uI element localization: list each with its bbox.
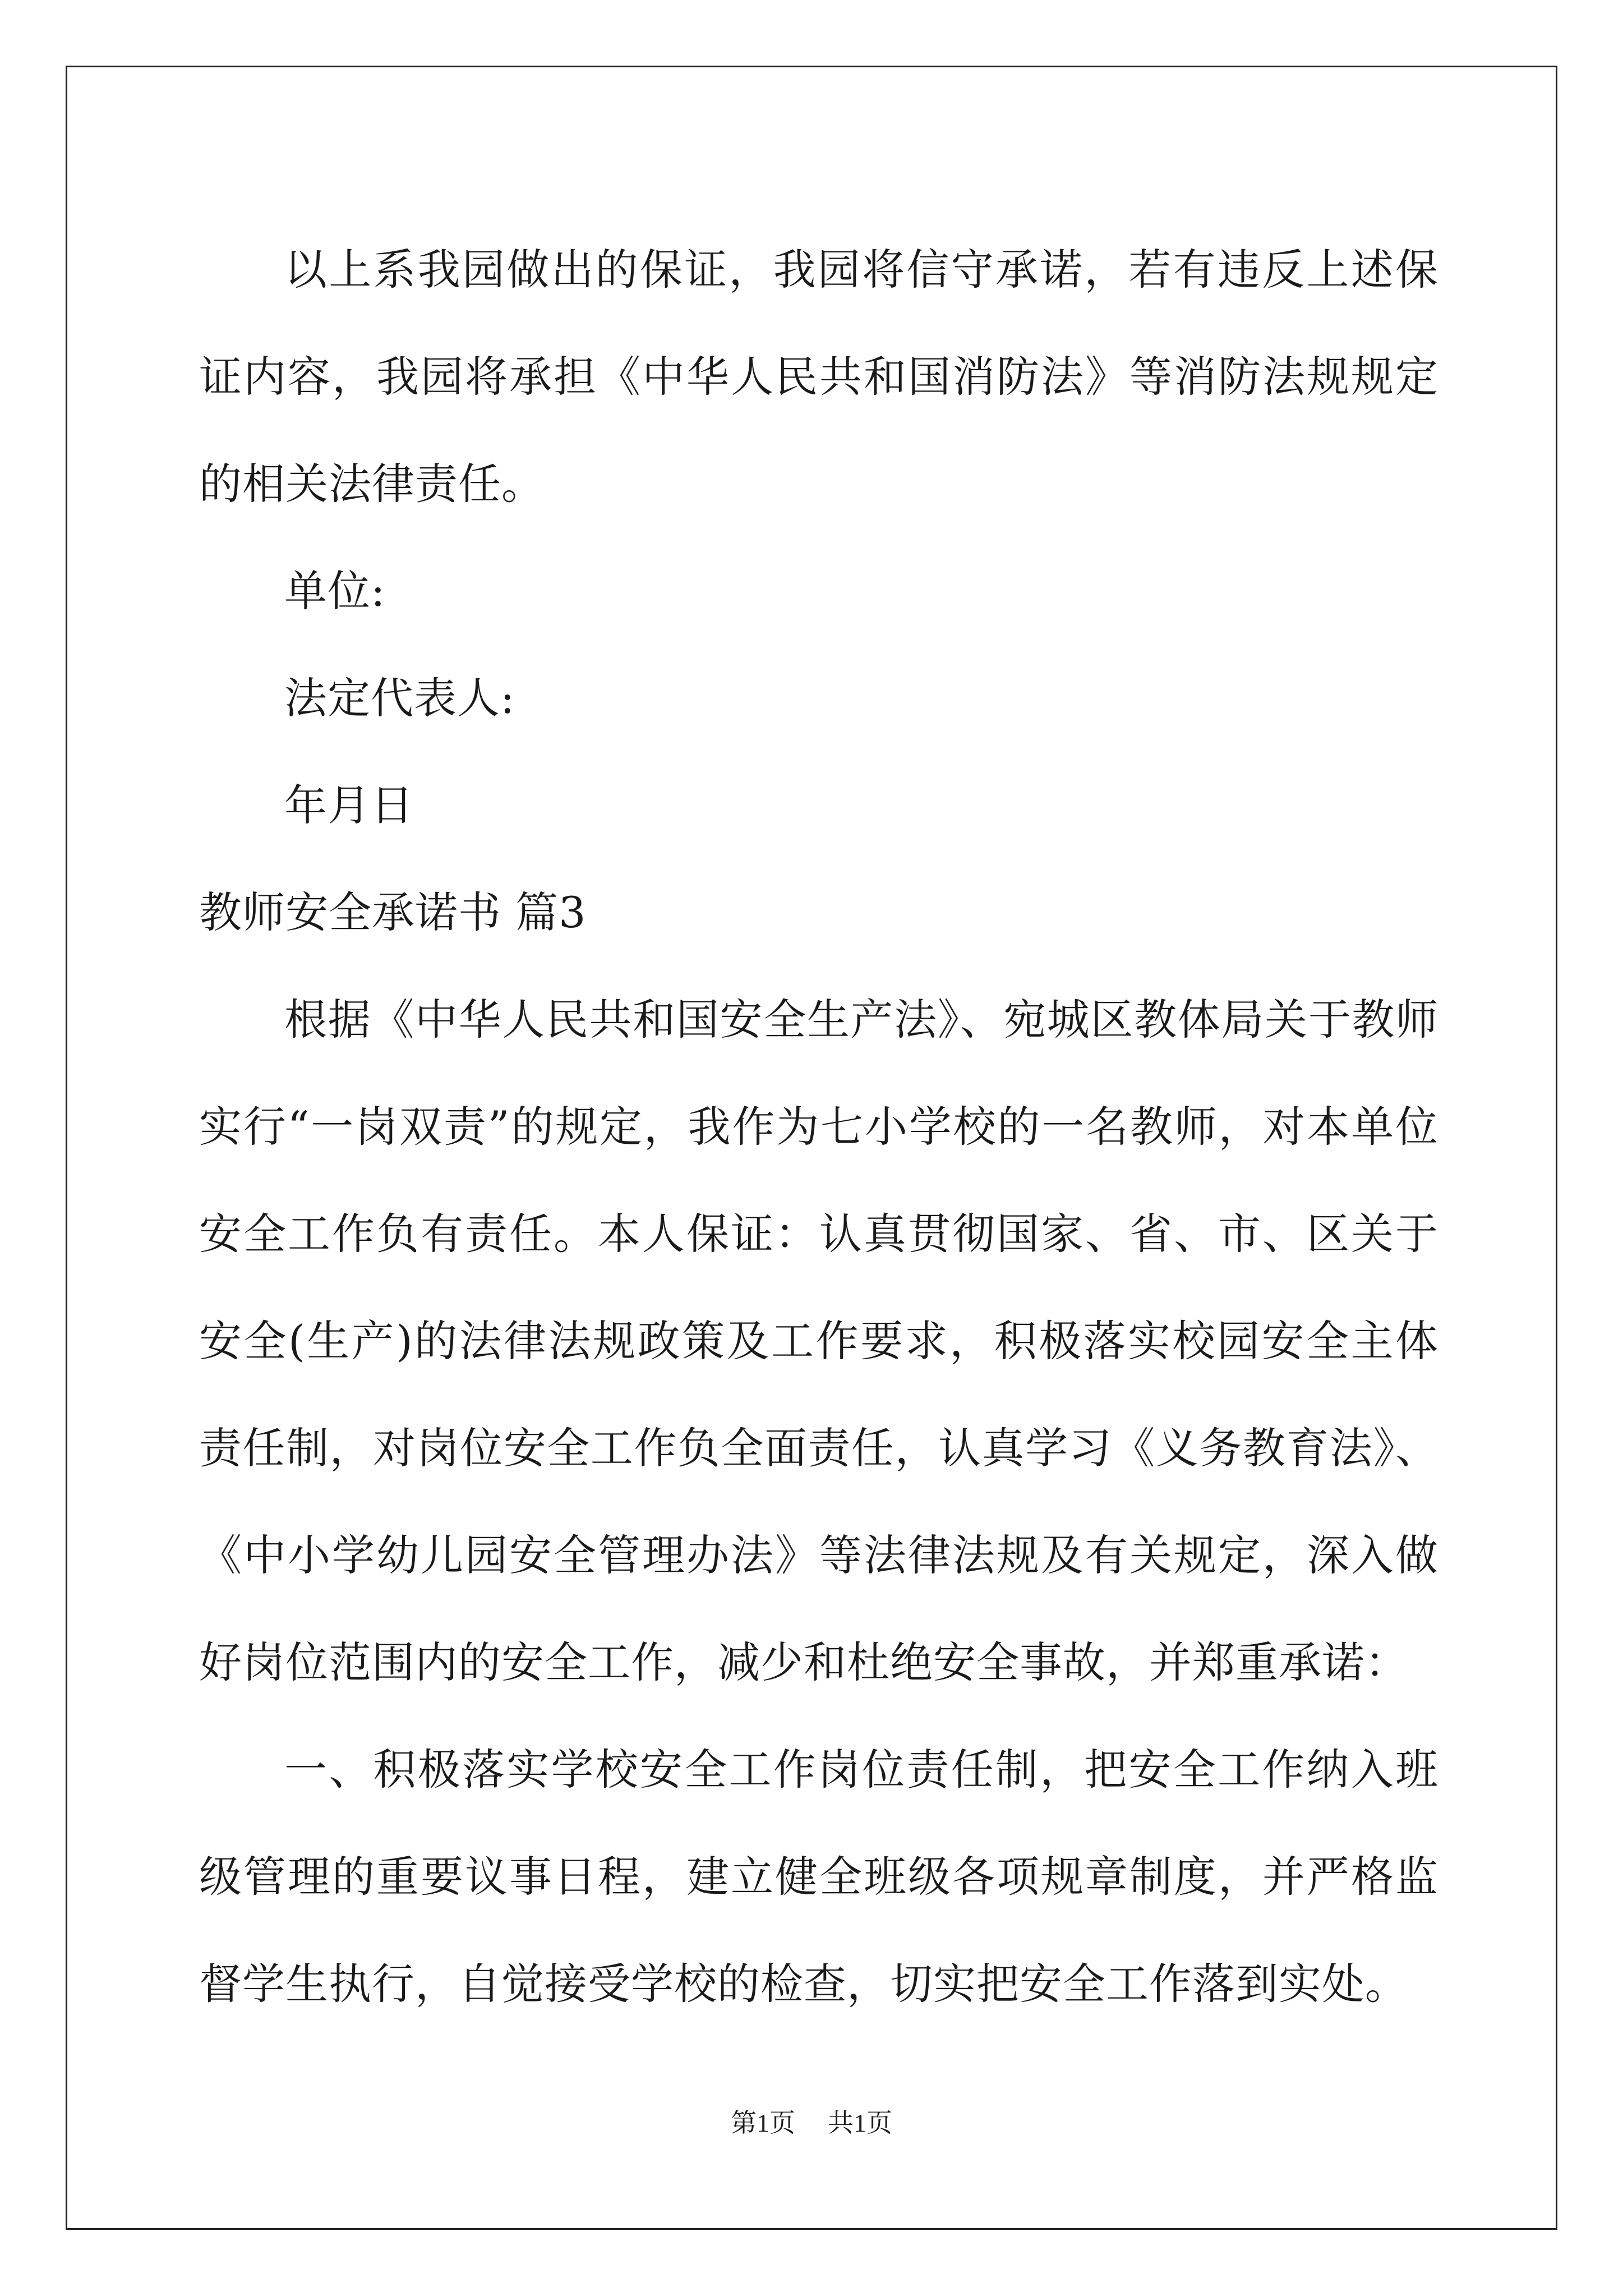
paragraph-legal-representative: 法定代表人: (284, 673, 515, 723)
page-footer (0, 2102, 1623, 2139)
paragraph-guarantee: 以上系我园做出的保证，我园将信守承诺，若有违反上述保证内容，我园将承担《中华人民共和国消防法》等消防法规规定的相关法律责任。 (199, 245, 1438, 509)
paragraph-basis: 根据《中华人民共和国安全生产法》、宛城区教体局关于教师实行“一岗双责”的规定，我作为七小学校的一名教师，对本单位安全工作负有责任。本人保证：认真贯彻国家、省、市、区关于安全(生产)的法律法规政策及工作要求，积极落实校园安全主体责任制，对岗位安全工作负全面责任，认真学习《义务教育法》、《中小学幼儿园安全管理办法》等法律法规及有关规定，深入做好岗位范围内的安全工作，减少和杜绝安全事故，并郑重承诺： (199, 995, 1438, 1687)
document-body (199, 216, 1438, 2037)
page-total: 共1页 (828, 2109, 892, 2137)
paragraph-unit: 单位: (284, 566, 386, 616)
page-number: 第1页 (731, 2109, 795, 2137)
paragraph-date: 年月日 (284, 780, 414, 830)
section-heading: 教师安全承诺书 篇3 (199, 887, 587, 937)
paragraph-commitment-one: 一、积极落实学校安全工作岗位责任制，把安全工作纳入班级管理的重要议事日程，建立健全班级各项规章制度，并严格监督学生执行，自觉接受学校的检查，切实把安全工作落到实处。 (199, 1745, 1438, 2009)
